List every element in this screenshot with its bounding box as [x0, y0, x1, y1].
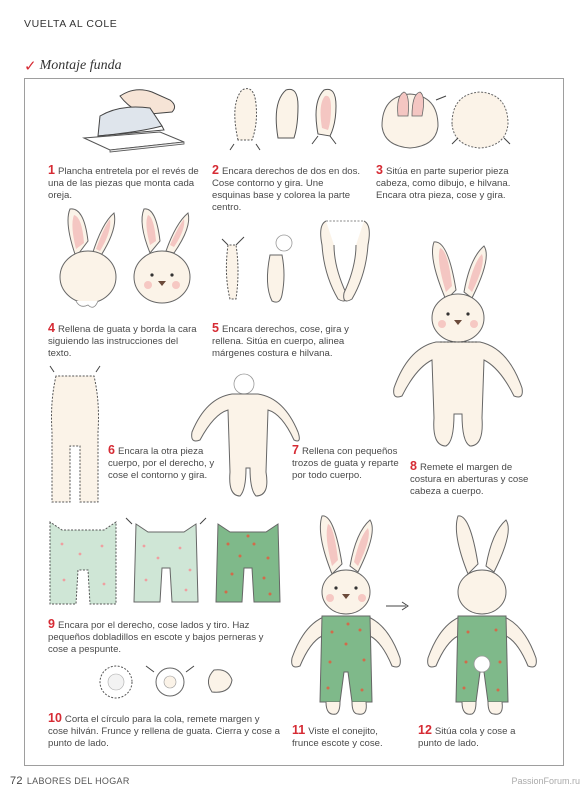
body-stuffed-illustration	[186, 372, 296, 502]
iron-illustration	[80, 86, 190, 158]
body-sewn-illustration	[40, 362, 110, 512]
step-4: 4 Rellena de guata y borda la cara siguiendo las instrucciones del texto.	[48, 321, 197, 359]
dressed-bunny-illustration	[286, 512, 416, 722]
step-12: 12 Sitúa cola y cose a punto de lado.	[418, 723, 516, 749]
step-10: 10 Corta el círculo para la cola, remete margen y cose hilván. Frunce y rellena de guata. Cierra y cose a punto de lado.	[48, 711, 280, 749]
assembled-bunny-illustration	[388, 238, 538, 458]
step-11: 11 Viste el conejito, frunce escote y cose.	[292, 723, 383, 749]
step-7: 7 Rellena con pequeños trozos de guata y reparte por todo cuerpo.	[292, 443, 399, 481]
bunny-back-illustration	[420, 512, 550, 722]
page-number: 72	[10, 775, 23, 787]
step-5: 5 Encara derechos, cose, gira y rellena. Sitúa en cuerpo, alinea márgenes costura e hilvana.	[212, 321, 349, 359]
step-1: 1 Plancha entretela por el revés de una de las piezas que monta cada oreja.	[48, 163, 199, 201]
step-2: 2 Encara derechos de dos en dos. Cose contorno y gira. Une esquinas base y colorea la parte centro.	[212, 163, 361, 213]
bunny-heads-illustration	[50, 205, 200, 315]
tail-illustration	[96, 662, 246, 702]
section-title	[24, 58, 122, 74]
step-6: 6 Encara la otra pieza cuerpo, por el derecho, y cose el contorno y gira.	[108, 443, 215, 481]
step-3: 3 Sitúa en parte superior pieza cabeza, como dibujo, e hilvana. Encara otra pieza, cose y gira.	[376, 163, 511, 201]
ear-pieces-illustration	[226, 84, 356, 158]
page-footer	[10, 775, 130, 787]
watermark: PassionForum.ru	[511, 776, 580, 786]
step-8: 8 Remete el margen de costura en aberturas y cose cabeza a cuerpo.	[410, 459, 529, 497]
head-top-illustration	[376, 86, 516, 156]
page-header: VUELTA AL COLE	[24, 18, 118, 30]
check-icon: ✓	[24, 56, 37, 75]
romper-pieces-illustration	[40, 514, 290, 614]
step-9: 9 Encara por el derecho, cose lados y tiro. Haz pequeños dobladillos en escote y bajos perneras y cose a pespunte.	[48, 617, 264, 655]
section-title-text: Montaje funda	[39, 58, 122, 73]
arms-illustration	[214, 215, 389, 315]
magazine-name: LABORES DEL HOGAR	[26, 776, 130, 786]
